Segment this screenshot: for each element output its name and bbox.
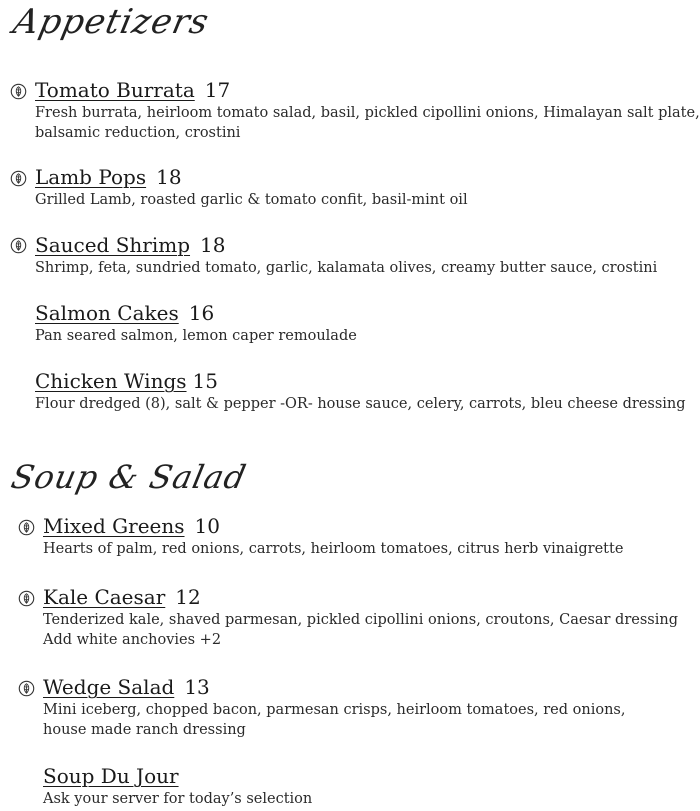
- item-name: Sauced Shrimp: [35, 233, 191, 257]
- menu-item-lamb-pops: [35, 165, 468, 211]
- item-name: Tomato Burrata: [35, 78, 195, 102]
- appetizers-heading: Appetizers: [9, 2, 213, 42]
- item-price: 13: [184, 675, 210, 699]
- menu-item-mixed-greens: [43, 514, 623, 560]
- vegetarian-leaf-icon: [18, 519, 35, 536]
- item-name: Mixed Greens: [43, 514, 185, 538]
- item-price: 15: [192, 369, 218, 393]
- menu-item-tomato-burrata: [35, 78, 700, 143]
- soup-salad-heading: Soup & Salad: [7, 458, 250, 496]
- vegetarian-leaf-icon: [10, 83, 27, 100]
- item-description-addon: Add white anchovies +2: [43, 631, 222, 648]
- item-price: 17: [204, 78, 231, 102]
- menu-item-kale-caesar: [43, 585, 678, 650]
- vegetarian-leaf-icon: [10, 237, 27, 254]
- item-description: Tenderized kale, shaved parmesan, pickled cipollini onions, croutons, Caesar dressing: [43, 612, 678, 628]
- item-description: Shrimp, feta, sundried tomato, garlic, kalamata olives, creamy butter sauce, crostini: [35, 260, 658, 276]
- menu-item-chicken-wings: [35, 369, 686, 415]
- item-name: Soup Du Jour: [43, 764, 179, 788]
- item-name: Wedge Salad: [43, 675, 175, 699]
- vegetarian-leaf-icon: [18, 590, 35, 607]
- item-price: 18: [156, 165, 182, 189]
- item-price: 10: [194, 514, 220, 538]
- item-description-line2: house made ranch dressing: [43, 721, 246, 738]
- item-price: 16: [188, 301, 215, 325]
- item-name: Chicken Wings: [35, 369, 187, 393]
- menu-item-sauced-shrimp: [35, 233, 657, 279]
- item-description: Grilled Lamb, roasted garlic & tomato confit, basil-mint oil: [35, 192, 468, 208]
- menu-item-wedge-salad: [43, 675, 625, 740]
- item-description-line2: balsamic reduction, crostini: [35, 124, 241, 141]
- menu-item-salmon-cakes: [35, 301, 357, 347]
- item-description: Flour dredged (8), salt & pepper -OR- house sauce, celery, carrots, bleu cheese dressing: [35, 396, 686, 412]
- item-description: Mini iceberg, chopped bacon, parmesan crisps, heirloom tomatoes, red onions,: [43, 702, 626, 718]
- menu-item-soup-du-jour: [43, 764, 312, 810]
- vegetarian-leaf-icon: [18, 680, 35, 697]
- item-price: 12: [175, 585, 201, 609]
- item-description: Hearts of palm, red onions, carrots, heirloom tomatoes, citrus herb vinaigrette: [43, 541, 624, 557]
- item-description: Fresh burrata, heirloom tomato salad, basil, pickled cipollini onions, Himalayan salt plate,: [35, 105, 700, 121]
- item-name: Salmon Cakes: [35, 301, 179, 325]
- item-name: Lamb Pops: [35, 165, 147, 189]
- item-description: Ask your server for today’s selection: [43, 791, 313, 807]
- item-name: Kale Caesar: [43, 585, 166, 609]
- item-description: Pan seared salmon, lemon caper remoulade: [35, 328, 357, 344]
- item-price: 18: [200, 233, 226, 257]
- vegetarian-leaf-icon: [10, 170, 27, 187]
